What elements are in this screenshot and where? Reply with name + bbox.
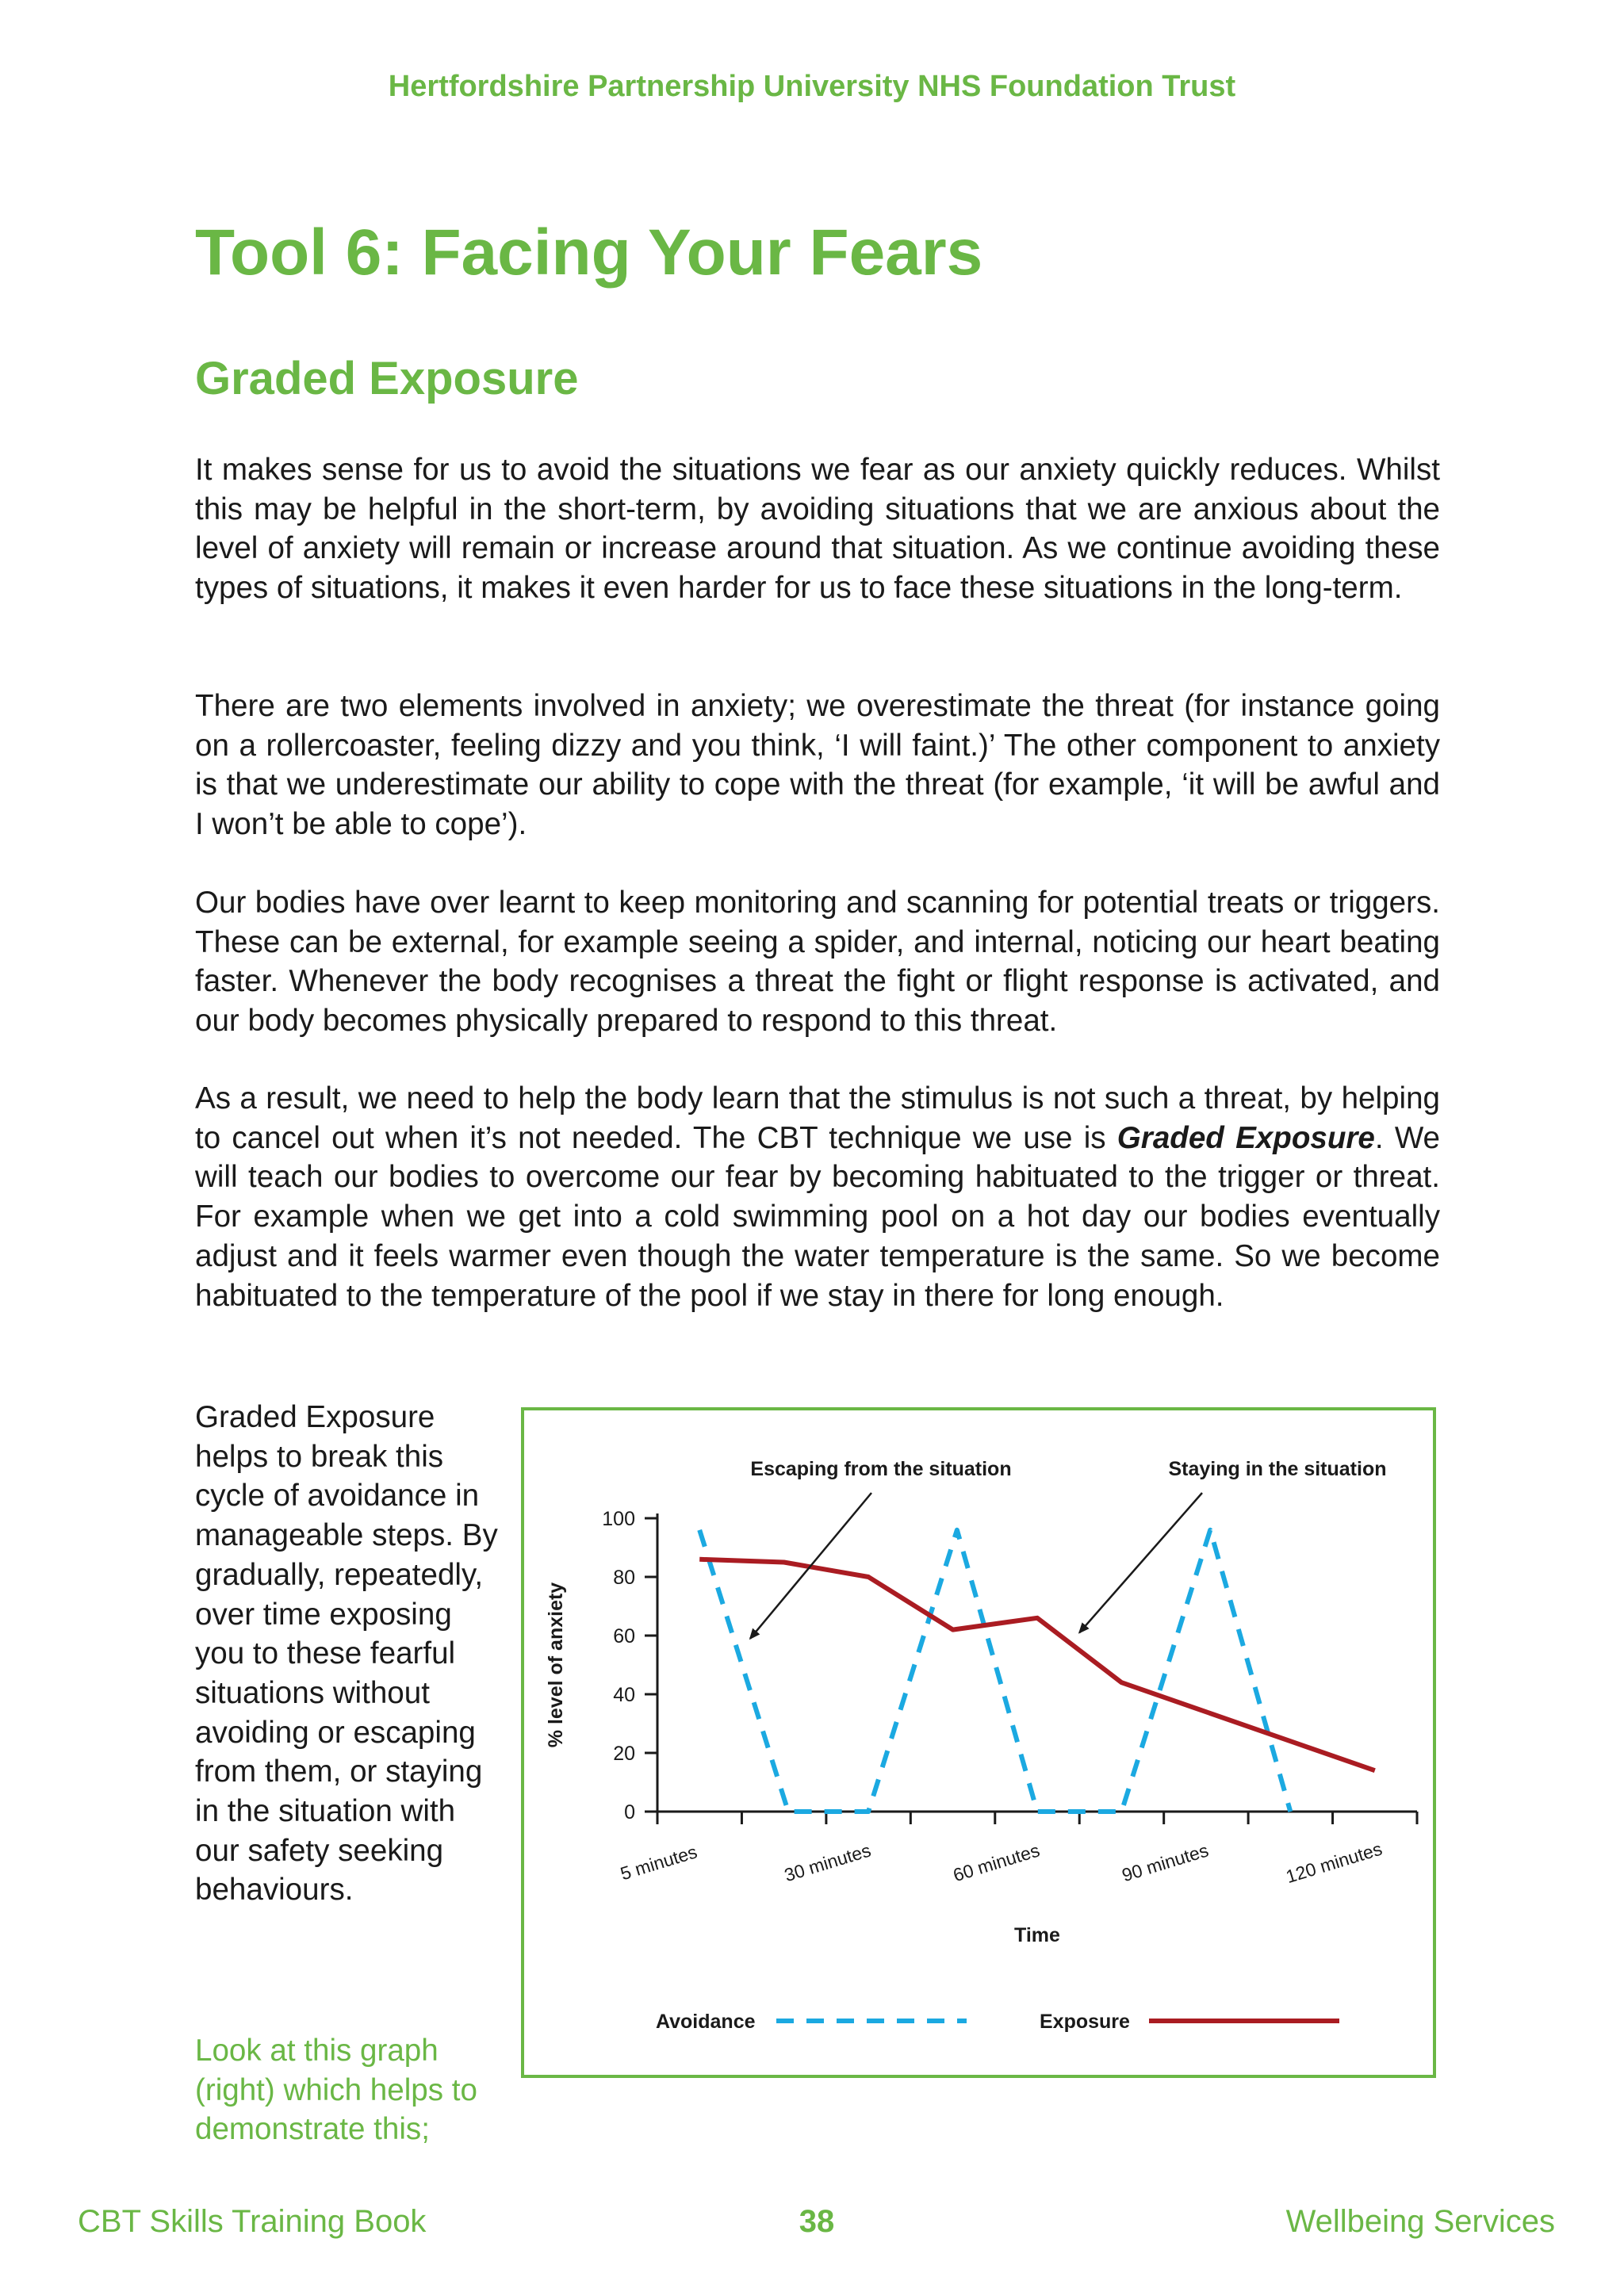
legend-label: Avoidance bbox=[656, 2011, 756, 2033]
paragraph-graded-exposure bbox=[195, 1079, 1440, 1315]
annotation-arrow bbox=[750, 1493, 871, 1639]
page-title: Tool 6: Facing Your Fears bbox=[195, 216, 983, 289]
p4-emphasis: Graded Exposure bbox=[1116, 1120, 1375, 1155]
x-tick-label: 5 minutes bbox=[618, 1841, 700, 1885]
y-tick-label: 20 bbox=[613, 1743, 635, 1765]
exposure-series-line bbox=[699, 1559, 1375, 1770]
x-tick-label: 120 minutes bbox=[1283, 1838, 1385, 1888]
y-tick-label: 0 bbox=[624, 1801, 635, 1823]
legend-label: Exposure bbox=[1040, 2011, 1130, 2033]
paragraph-body-monitoring: Our bodies have over learnt to keep monitoring and scanning for potential treats or triggers. These can be external, for example seeing a spider, and internal, noticing our heart beating faster. Whenever the body recognises a threat the fight or flight response is activated, and our body becomes physically prepared to respond to this threat. bbox=[195, 886, 1440, 1039]
y-tick-label: 60 bbox=[613, 1625, 635, 1647]
organisation-header: Hertfordshire Partnership University NHS Foundation Trust bbox=[388, 70, 1236, 103]
x-axis-title: Time bbox=[1014, 1924, 1060, 1946]
section-subtitle: Graded Exposure bbox=[195, 353, 579, 404]
p4-text-after: . We will teach our bodies to overcome our fear by becoming habituated to the trigger or threat. For example when we get into a cold swimming pool on a hot day our bodies eventually adjust and it feels warmer even though the water temperature is the same. So we become habituated to the temperature of the pool if we stay in there for long enough. bbox=[195, 1120, 1440, 1313]
x-tick-label: 60 minutes bbox=[950, 1839, 1043, 1886]
paragraph-avoidance: It makes sense for us to avoid the situations we fear as our anxiety quickly reduces. Whilst this may be helpful in the short-term, by avoiding situations that we are anxious about the level of anxiety will remain or increase around that situation. As we continue avoiding these types of situations, it makes it even harder for us to face these situations in the long-term. bbox=[195, 453, 1440, 606]
avoidance-series-line bbox=[699, 1530, 1290, 1812]
y-tick-label: 100 bbox=[602, 1508, 635, 1530]
y-tick-label: 80 bbox=[613, 1567, 635, 1589]
x-tick-label: 30 minutes bbox=[781, 1839, 874, 1886]
graph-box bbox=[521, 1407, 1436, 2078]
p4-text-before: As a result, we need to help the body learn that the stimulus is not such a threat, by helping to cancel out when it’s not needed. The CBT technique we use is bbox=[195, 1081, 1440, 1155]
x-tick-label: 90 minutes bbox=[1119, 1839, 1211, 1886]
footer-service: Wellbeing Services bbox=[1285, 2204, 1555, 2239]
paragraph-elements-of-anxiety: There are two elements involved in anxiety; we overestimate the threat (for instance going on a rollercoaster, feeling dizzy and you think, ‘I will faint.)’ The other component to anxiety is that we underestimate our ability to cope with the threat (for example, ‘it will be awful and I won’t be able to cope’). bbox=[195, 689, 1440, 842]
side-green-text: Look at this graph (right) which helps to demonstrate this; bbox=[195, 2034, 477, 2147]
annotation-label: Escaping from the situation bbox=[750, 1458, 1012, 1480]
y-axis-title: % level of anxiety bbox=[545, 1582, 567, 1748]
y-tick-label: 40 bbox=[613, 1684, 635, 1706]
side-text: Graded Exposure helps to break this cycle of avoidance in manageable steps. By gradually, repeatedly, over time exposing you to these fearful situations without avoiding or escaping from them, or staying in the situation with our safety seeking behaviours. bbox=[195, 1400, 498, 1908]
annotation-arrow bbox=[1079, 1493, 1202, 1632]
anxiety-graph bbox=[524, 1410, 1433, 2075]
footer-book-title: CBT Skills Training Book bbox=[78, 2204, 427, 2239]
footer-page-number: 38 bbox=[799, 2204, 835, 2239]
annotation-label: Staying in the situation bbox=[1168, 1458, 1387, 1480]
